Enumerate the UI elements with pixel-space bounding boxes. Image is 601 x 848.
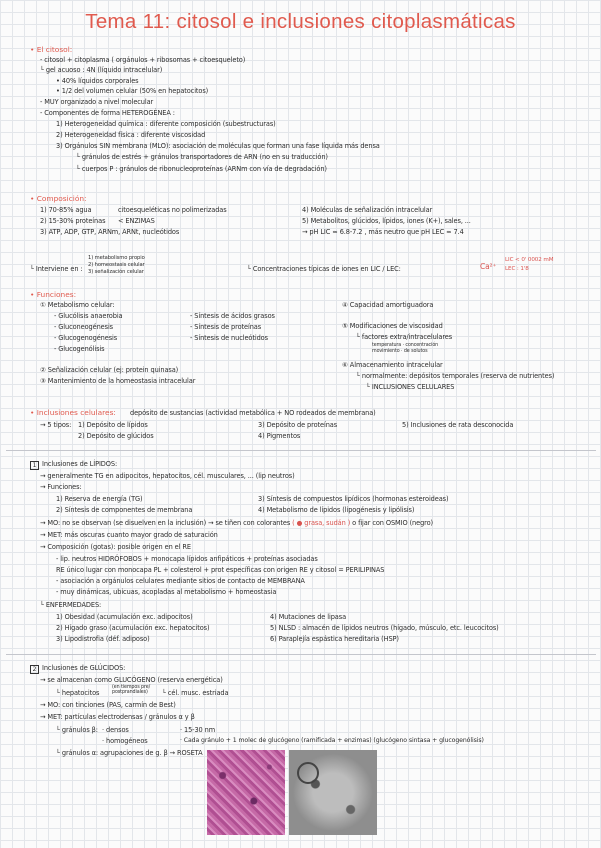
metabolismo-item: - Síntesis de proteínas bbox=[190, 323, 262, 331]
glucidos-heading bbox=[30, 664, 125, 674]
citosol-line: 2) Heterogeneidad física : diferente viscosidad bbox=[56, 131, 206, 139]
calcium-lec: LEC : 1'8 bbox=[505, 266, 529, 272]
section-heading-composicion: • Composición: bbox=[30, 194, 87, 203]
section-heading-funciones: • Funciones: bbox=[30, 290, 77, 299]
comp-line: 5) Metabolitos, glúcidos, lípidos, iones (K+), sales, ... bbox=[302, 217, 471, 225]
lipidos-mo-colorant: ( ● grasa, sudán ) bbox=[292, 519, 351, 527]
glucidos-line: → se almacenan como GLUCÓGENO (reserva energética) bbox=[40, 676, 223, 684]
inclusiones-types: → 5 tipos: bbox=[40, 421, 72, 429]
citosol-line: 3) Orgánulos SIN membrana (MLO): asociación de moléculas que forman una fase líquida más densa bbox=[56, 142, 380, 150]
citosol-line: └ gránulos de estrés + gránulos transportadores de ARN (no en su traducción) bbox=[76, 153, 328, 161]
section-number: 1 bbox=[30, 461, 39, 470]
glucidos-line: → MO: con tinciones (PAS, carmín de Best) bbox=[40, 701, 176, 709]
funcion-subitem: └ normalmente: depósitos temporales (reserva de nutrientes) bbox=[356, 372, 555, 380]
metabolismo-item: - Glucogenólisis bbox=[54, 345, 105, 353]
interviene-item: 1) metabolismo propio bbox=[88, 255, 145, 261]
granulos-beta-item: · 15-30 nm bbox=[180, 726, 216, 734]
citosol-line: - MUY organizado a nivel molecular bbox=[40, 98, 154, 106]
glucidos-line: → MET: partículas electrodensas / gránulos α y β bbox=[40, 713, 195, 721]
citosol-line: • 1/2 del volumen celular (50% en hepatocitos) bbox=[56, 87, 209, 95]
granulos-beta-item: · densos bbox=[102, 726, 129, 734]
electron-micrograph bbox=[289, 750, 377, 835]
funcion-subitem: └ factores extra/intracelulares bbox=[356, 333, 453, 341]
funcion-item: ③ Mantenimiento de la homeostasia intracelular bbox=[40, 377, 196, 385]
comp-line: 2) 15-30% proteínas bbox=[40, 217, 106, 225]
comp-line: 3) ATP, ADP, GTP, ARNm, ARNt, nucleótidos bbox=[40, 228, 180, 236]
granulos-beta-item: · Cada gránulo + 1 molec de glucógeno (ramificada + enzimas) (glucógeno sintasa + glucogenólisis) bbox=[180, 737, 484, 744]
glucidos-hepatocitos: └ hepatocitos bbox=[56, 689, 100, 697]
comp-line: 1) 70-85% agua bbox=[40, 206, 92, 214]
citosol-line: • 40% líquidos corporales bbox=[56, 77, 139, 85]
comp-line: → pH LIC ≈ 6.8-7.2 , más neutro que pH LEC ≈ 7.4 bbox=[302, 228, 464, 236]
lipidos-comp: RE único lugar con monocapa PL + colesterol + prot específicas con origen RE y citosol = PERILIPINAS bbox=[56, 566, 385, 574]
lipidos-line: → Funciones: bbox=[40, 483, 82, 491]
citosol-line: - Componentes de forma HETEROGÉNEA : bbox=[40, 109, 175, 117]
enfermedad-item: 5) NLSD : almacén de lípidos neutros (hígado, músculo, etc. leucocitos) bbox=[270, 624, 499, 632]
lipidos-line: → MET: más oscuras cuanto mayor grado de saturación bbox=[40, 531, 218, 539]
inclusion-type: 3) Depósito de proteínas bbox=[258, 421, 338, 429]
section-heading-citosol: • El citosol: bbox=[30, 45, 73, 54]
lipidos-funcion: 4) Metabolismo de lípidos (lipogénesis y lipólisis) bbox=[258, 506, 415, 514]
lipidos-mo-text: → MO: no se observan (se disuelven en la inclusión) → se tiñen con colorantes bbox=[40, 519, 291, 527]
concentraciones-label: └ Concentraciones típicas de iones en LIC / LEC: bbox=[247, 265, 401, 273]
lipidos-mo-osmio: o fijar con OSMIO (negro) bbox=[352, 519, 434, 527]
granulos-alfa: └ gránulos α: agrupaciones de g. β → ROSETA bbox=[56, 749, 203, 757]
metabolismo-item: - Glucogenogénesis bbox=[54, 334, 118, 342]
funcion-subitem: movimiento · de solutos bbox=[372, 349, 428, 354]
metabolismo-item: - Síntesis de ácidos grasos bbox=[190, 312, 275, 320]
pas-stain-micrograph bbox=[207, 750, 285, 835]
citosol-line: └ cuerpos P : gránulos de ribonucleoproteínas (ARNm con vía de degradación) bbox=[76, 165, 327, 173]
glucidos-musculo: └ cél. musc. estriada bbox=[162, 689, 229, 697]
funcion-item: ⑥ Almacenamiento intracelular bbox=[342, 361, 443, 369]
lipidos-line: → generalmente TG en adipocitos, hepatocitos, cél. musculares, ... (lip neutros) bbox=[40, 472, 295, 480]
glucidos-title: Inclusiones de GLÚCIDOS: bbox=[42, 664, 126, 672]
inclusiones-desc: depósito de sustancias (actividad metabólica + NO rodeados de membrana) bbox=[130, 409, 376, 417]
page-title: Tema 11: citosol e inclusiones citoplasmáticas bbox=[85, 10, 516, 33]
lipidos-line: → Composición (gotas): posible origen en el RE bbox=[40, 543, 191, 551]
funcion-item: ① Metabolismo celular: bbox=[40, 301, 115, 309]
citosol-line: 1) Heterogeneidad química : diferente composición (subestructuras) bbox=[56, 120, 276, 128]
comp-note: citoesqueléticas no polimerizadas bbox=[118, 206, 227, 214]
funcion-item: ② Señalización celular (ej: protein quinasa) bbox=[40, 366, 179, 374]
citosol-line: └ gel acuoso : 4N (líquido intracelular) bbox=[40, 66, 163, 74]
lipidos-title: Inclusiones de LÍPIDOS: bbox=[42, 460, 118, 468]
highlight-circle bbox=[297, 762, 319, 784]
section-heading-inclusiones: • Inclusiones celulares: bbox=[30, 408, 116, 417]
lipidos-comp: - asociación a orgánulos celulares mediante sitios de contacto de MEMBRANA bbox=[56, 577, 305, 585]
granulos-beta-item: · homogéneos bbox=[102, 737, 148, 745]
metabolismo-item: - Gluconeogénesis bbox=[54, 323, 114, 331]
glucidos-note: (en tiempos pre/ postprandiales) bbox=[112, 685, 151, 695]
lipidos-comp: - lip. neutros HIDRÓFOBOS + monocapa lípidos anfipáticos + proteínas asociadas bbox=[56, 555, 318, 563]
lipidos-funcion: 1) Reserva de energía (TG) bbox=[56, 495, 143, 503]
enfermedad-item: 1) Obesidad (acumulación exc. adipocitos) bbox=[56, 613, 193, 621]
section-number: 2 bbox=[30, 665, 39, 674]
interviene-item: 2) homeostasis celular bbox=[88, 262, 145, 268]
calcium-label: Ca²⁺ bbox=[480, 262, 497, 271]
lipidos-funcion: 2) Síntesis de componentes de membrana bbox=[56, 506, 193, 514]
inclusion-type: 2) Depósito de glúcidos bbox=[78, 432, 154, 440]
granulos-beta: └ gránulos β: bbox=[56, 726, 98, 734]
enfermedad-item: 6) Paraplejía espástica hereditaria (HSP) bbox=[270, 635, 399, 643]
metabolismo-item: - Glucólisis anaerobia bbox=[54, 312, 123, 320]
funcion-subitem: temperatura · concentración bbox=[372, 343, 439, 348]
enfermedad-item: 2) Hígado graso (acumulación exc. hepatocitos) bbox=[56, 624, 210, 632]
funcion-item: ④ Capacidad amortiguadora bbox=[342, 301, 434, 309]
comp-line: 4) Moléculas de señalización intracelular bbox=[302, 206, 433, 214]
inclusion-type: 5) Inclusiones de rata desconocida bbox=[402, 421, 514, 429]
enfermedades-label: └ ENFERMEDADES: bbox=[40, 601, 102, 609]
divider bbox=[6, 654, 596, 655]
lipidos-heading bbox=[30, 460, 117, 470]
inclusion-type: 4) Pigmentos bbox=[258, 432, 301, 440]
inclusion-type: 1) Depósito de lípidos bbox=[78, 421, 148, 429]
citosol-line: - citosol + citoplasma ( orgánulos + ribosomas + citoesqueleto) bbox=[40, 56, 246, 64]
lipidos-mo bbox=[40, 519, 433, 527]
funcion-subitem: └ INCLUSIONES CELULARES bbox=[366, 383, 455, 391]
lipidos-funcion: 3) Síntesis de compuestos lipídicos (hormonas esteroideas) bbox=[258, 495, 449, 503]
enfermedad-item: 4) Mutaciones de lipasa bbox=[270, 613, 347, 621]
comp-note: < ENZIMAS bbox=[118, 217, 155, 225]
interviene-item: 3) señalización celular bbox=[88, 269, 144, 275]
interviene-label: └ Interviene en : bbox=[30, 265, 83, 273]
funcion-item: ⑤ Modificaciones de viscosidad bbox=[342, 322, 443, 330]
calcium-lic: LIC < 0' 0002 mM bbox=[505, 257, 554, 263]
lipidos-comp: - muy dinámicas, ubicuas, acopladas al metabolismo + homeostasia bbox=[56, 588, 277, 596]
metabolismo-item: - Síntesis de nucleótidos bbox=[190, 334, 268, 342]
divider bbox=[6, 450, 596, 451]
enfermedad-item: 3) Lipodistrofia (déf. adiposo) bbox=[56, 635, 150, 643]
